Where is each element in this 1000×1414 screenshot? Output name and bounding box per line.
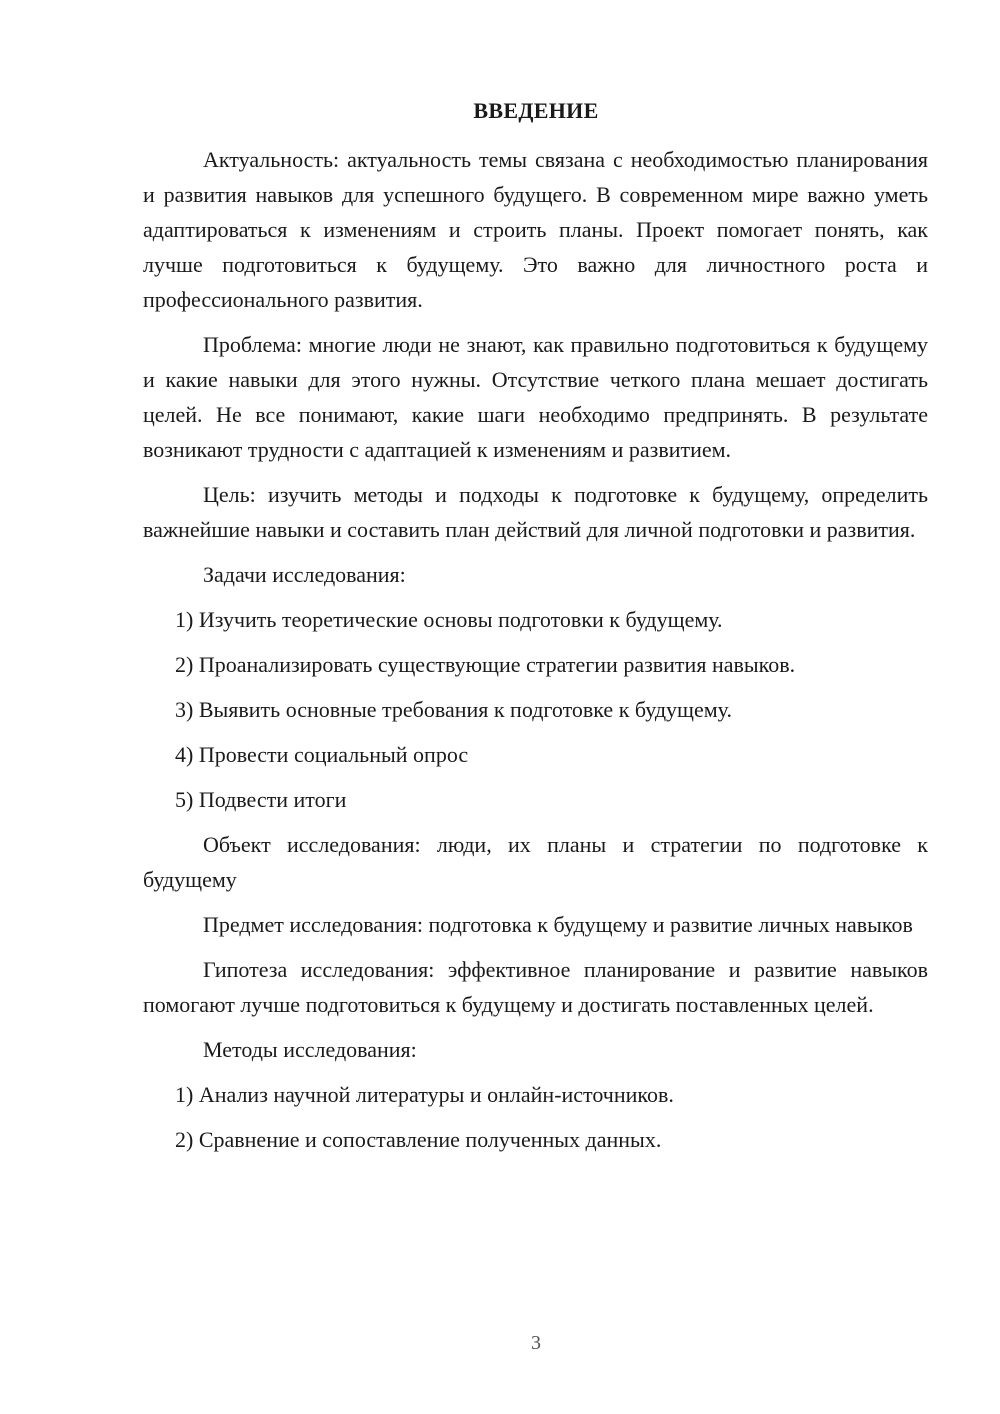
paragraph-subject: Предмет исследования: подготовка к будущему и развитие личных навыков — [203, 912, 913, 937]
task-item-4: 4) Провести социальный опрос — [175, 742, 469, 767]
paragraph-goal: Цель: изучить методы и подходы к подготовке к будущему, определить важнейшие навыки и составить план действий для личной подготовки и развития. — [143, 482, 928, 542]
paragraph-object: Объект исследования: люди, их планы и стратегии по подготовке к будущему — [143, 832, 928, 892]
method-item-2: 2) Сравнение и сопоставление полученных данных. — [175, 1127, 662, 1152]
task-item-2: 2) Проанализировать существующие стратегии развития навыков. — [175, 652, 796, 677]
task-item-5: 5) Подвести итоги — [175, 787, 347, 812]
page-number: 3 — [531, 1332, 541, 1354]
section-heading: ВВЕДЕНИЕ — [473, 98, 599, 123]
methods-label: Методы исследования: — [203, 1037, 417, 1062]
task-item-1: 1) Изучить теоретические основы подготовки к будущему. — [175, 607, 723, 632]
paragraph-problem: Проблема: многие люди не знают, как правильно подготовиться к будущему и какие навыки для этого нужны. Отсутствие четкого плана мешает достигать целей. Не все понимают, какие шаги необходимо предпринять. В результате возникают трудности с адаптацией к изменениям и развитием. — [143, 332, 928, 462]
tasks-label: Задачи исследования: — [203, 562, 406, 587]
paragraph-relevance: Актуальность: актуальность темы связана с необходимостью планирования и развития навыков для успешного будущего. В современном мире важно уметь адаптироваться к изменениям и строить планы. Проект помогает понять, как лучше подготовиться к будущему. Это важно для личностного роста и профессионального развития. — [143, 147, 928, 312]
document-body — [143, 142, 928, 1167]
task-item-3: 3) Выявить основные требования к подготовке к будущему. — [175, 697, 732, 722]
paragraph-hypothesis: Гипотеза исследования: эффективное планирование и развитие навыков помогают лучше подготовиться к будущему и достигать поставленных целей. — [143, 957, 928, 1017]
method-item-1: 1) Анализ научной литературы и онлайн-источников. — [175, 1082, 674, 1107]
